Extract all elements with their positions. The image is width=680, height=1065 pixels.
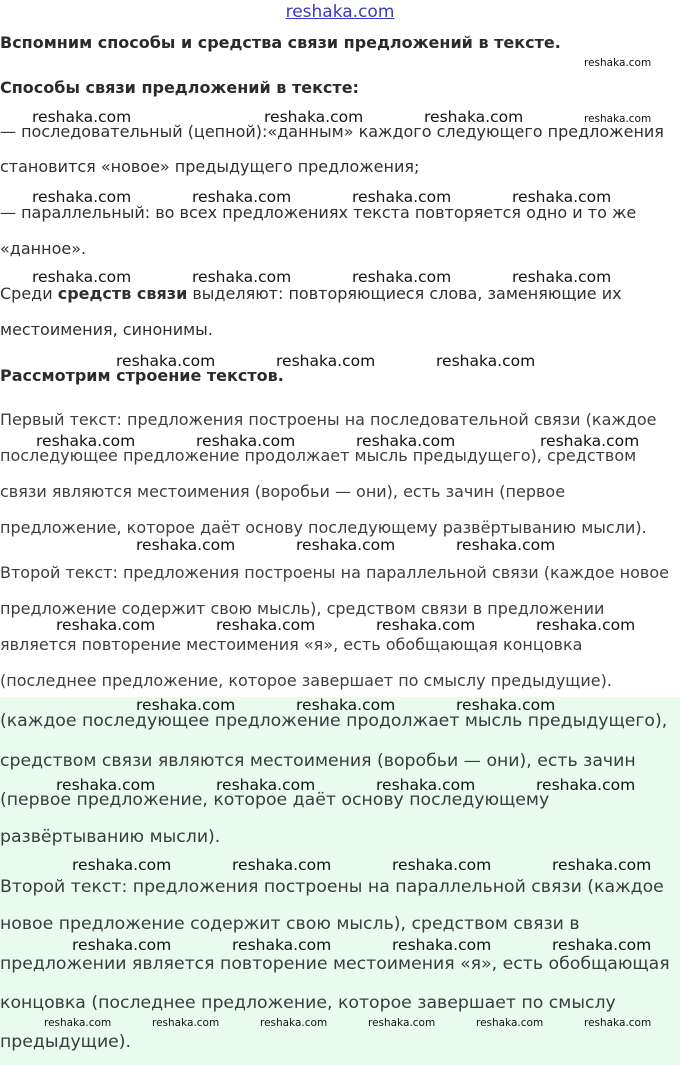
watermark: reshaka.com [512,268,612,286]
dup-text2-line: предложении является повторение местоимения «я», есть обобщающая [0,954,670,974]
watermark: reshaka.com [32,108,132,126]
watermark: reshaka.com [192,188,292,206]
watermark: reshaka.com [260,1017,328,1029]
watermark: reshaka.com [116,352,216,370]
watermark: reshaka.com [32,188,132,206]
watermark: reshaka.com [72,936,172,954]
watermark: reshaka.com [552,936,652,954]
watermark: reshaka.com [196,432,296,450]
means-paragraph-line2: местоимения, синонимы. [0,320,213,339]
watermark: reshaka.com [552,856,652,874]
dup-text2-line: новое предложение содержит свою мысль), средством связи в [0,914,580,934]
watermark: reshaka.com [436,352,536,370]
means-suffix: выделяют: повторяющиеся слова, заменяющие их [187,284,622,303]
means-prefix: Среди [0,284,58,303]
watermark: reshaka.com [296,696,396,714]
watermark: reshaka.com [424,108,524,126]
watermark: reshaka.com [36,432,136,450]
watermark: reshaka.com [276,352,376,370]
text1-line: Первый текст: предложения построены на последовательной связи (каждое [0,410,657,429]
watermark: reshaka.com [32,268,132,286]
method-sequential-line1: — последовательный (цепной):«данным» каждого следующего предложения [0,122,664,141]
dup-text1-line: развёртыванию мысли). [0,827,221,847]
dup-text2-line: Второй текст: предложения построены на параллельной связи (каждое [0,877,664,897]
watermark: reshaka.com [232,856,332,874]
text2-line: Второй текст: предложения построены на параллельной связи (каждое новое [0,563,669,582]
dup-text2-line: концовка (последнее предложение, которое завершает по смыслу [0,993,616,1013]
heading-consider: Рассмотрим строение текстов. [0,366,284,385]
watermark: reshaka.com [296,536,396,554]
watermark: reshaka.com [376,616,476,634]
watermark: reshaka.com [216,616,316,634]
watermark: reshaka.com [136,696,236,714]
watermark: reshaka.com [352,268,452,286]
text2-line: является повторение местоимения «я», есть обобщающая концовка [0,635,583,654]
watermark: reshaka.com [456,696,556,714]
watermark: reshaka.com [56,616,156,634]
watermark: reshaka.com [136,536,236,554]
watermark: reshaka.com [584,1017,652,1029]
text2-line: предложение содержит свою мысль), средством связи в предложении [0,599,605,618]
heading-main: Вспомним способы и средства связи предложений в тексте. [0,33,561,52]
method-parallel-line1: — параллельный: во всех предложениях текста повторяется одно и то же [0,203,637,222]
watermark: reshaka.com [536,776,636,794]
watermark: reshaka.com [376,776,476,794]
heading-methods: Способы связи предложений в тексте: [0,78,359,97]
watermark: reshaka.com [368,1017,436,1029]
watermark: reshaka.com [152,1017,220,1029]
watermark: reshaka.com [536,616,636,634]
watermark: reshaka.com [392,856,492,874]
watermark: reshaka.com [512,188,612,206]
watermark: reshaka.com [584,57,652,69]
text1-line: предложение, которое даёт основу последующему развёртыванию мысли). [0,518,647,537]
dup-text1-line: (первое предложение, которое даёт основу последующему [0,790,550,810]
text1-line: связи являются местоимения (воробьи — они), есть зачин (первое [0,482,566,501]
method-sequential-line2: становится «новое» предыдущего предложения; [0,157,420,176]
watermark: reshaka.com [44,1017,112,1029]
dup-text1-line: (каждое последующее предложение продолжает мысль предыдущего), [0,711,668,731]
watermark: reshaka.com [264,108,364,126]
watermark-top-link[interactable]: reshaka.com [285,2,395,22]
text1-line: последующее предложение продолжает мысль предыдущего), средством [0,446,637,465]
text2-line: (последнее предложение, которое завершает по смыслу предыдущие). [0,671,612,690]
watermark: reshaka.com [584,113,652,125]
dup-text2-line: предыдущие). [0,1032,132,1052]
watermark: reshaka.com [72,856,172,874]
watermark: reshaka.com [540,432,640,450]
means-paragraph-line1 [0,284,622,303]
means-bold-term: средств связи [57,284,188,303]
watermark: reshaka.com [392,936,492,954]
method-parallel-line2: «данное». [0,239,87,258]
dup-text1-line: средством связи являются местоимения (воробьи — они), есть зачин [0,751,636,771]
watermark: reshaka.com [192,268,292,286]
watermark: reshaka.com [56,776,156,794]
watermark: reshaka.com [356,432,456,450]
watermark: reshaka.com [232,936,332,954]
watermark: reshaka.com [352,188,452,206]
watermark: reshaka.com [456,536,556,554]
watermark: reshaka.com [216,776,316,794]
watermark: reshaka.com [476,1017,544,1029]
